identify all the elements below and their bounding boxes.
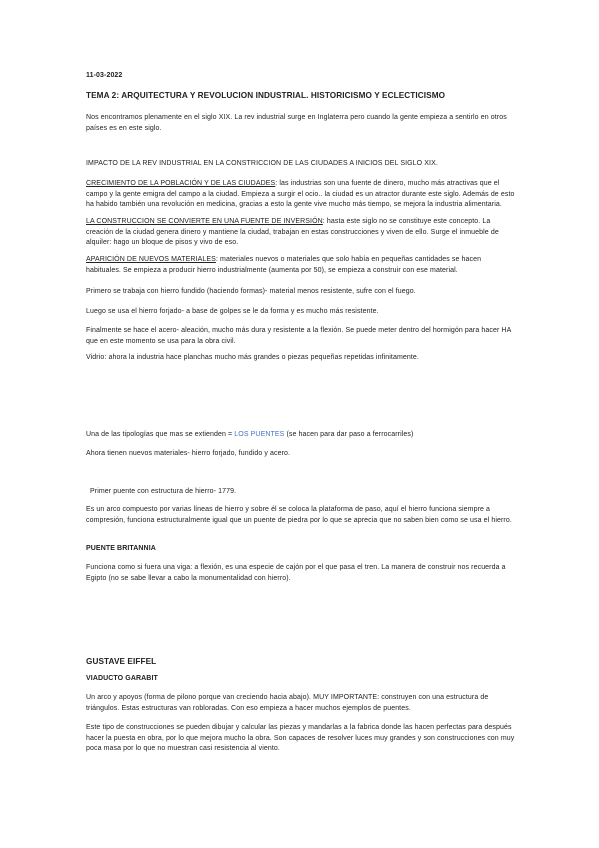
- finalmente-paragraph: Finalmente se hace el acero- aleación, mucho más dura y resistente a la flexión. Se puede meter dentro del hormigón para hacer HA que en este momento se usa para la obra civil.: [86, 327, 511, 345]
- materiales-label: APARICIÓN DE NUEVOS MATERIALES: [86, 256, 216, 263]
- date: 11-03-2022: [86, 72, 123, 79]
- puentes-paragraph: [86, 430, 516, 441]
- vidrio-paragraph: Vidrio: ahora la industria hace planchas mucho más grandes o piezas pequeñas repetidas infinitamente.: [86, 354, 419, 361]
- ahora-paragraph: Ahora tienen nuevos materiales- hierro forjado, fundido y acero.: [86, 450, 291, 457]
- crecimiento-paragraph: [86, 179, 516, 211]
- crecimiento-text: : las industrias son una fuente de dinero, mucho más atractivas que el campo y la gente emigra del campo a la ciudad. Empieza a surgir el ocio.. la ciudad es un atractor durante este siglo. Además de esto ha habido también una revolución en medicina, gracias a esto la gente vive mucho más tiempo, se mejora la industria alimentaria.: [86, 180, 515, 208]
- materiales-text: : materiales nuevos o materiales que solo había en pequeñas cantidades se hacen habituales. Se empieza a producir hierro industrialmente (aumenta por 50), se empieza a construir con ese material.: [86, 256, 482, 274]
- materiales-paragraph: [86, 255, 516, 276]
- garabit-heading: VIADUCTO GARABIT: [86, 675, 158, 682]
- construccion-label: LA CONSTRUCCION SE CONVIERTE EN UNA FUENTE DE INVERSIÓN: [86, 218, 323, 225]
- eiffel-heading: GUSTAVE EIFFEL: [86, 657, 157, 666]
- puentes-after: (se hacen para dar paso a ferrocarriles): [284, 431, 414, 438]
- crecimiento-label: CRECIMIENTO DE LA POBLACIÓN Y DE LAS CIUDADES: [86, 180, 276, 187]
- britannia-paragraph: Funciona como si fuera una viga: a flexión, es una especie de cajón por el que pasa el tren. La manera de construir nos recuerda a Egipto (no se sabe llevar a cabo la monumentalidad con hierro).: [86, 564, 506, 582]
- primer-puente-paragraph: Primer puente con estructura de hierro- 1779.: [90, 488, 237, 495]
- puentes-before: Una de las tipologías que mas se extienden =: [86, 431, 235, 438]
- tipo-paragraph: Este tipo de construcciones se pueden dibujar y calcular las piezas y mandarlas a la fabrica donde las hacen perfectas para después hacer la puesta en obra, por lo que mejora mucho la obra. Son capaces de resolver luces muy grandes y son construcciones con muy poca masa por lo que no muestran casi resistencia al viento.: [86, 724, 515, 752]
- primero-paragraph: Primero se trabaja con hierro fundido (haciendo formas)- material menos resistente, sufre con el fuego.: [86, 288, 416, 295]
- luego-paragraph: Luego se usa el hierro forjado- a base de golpes se le da forma y es mucho más resistente.: [86, 308, 379, 315]
- puentes-link[interactable]: LOS PUENTES: [234, 431, 285, 438]
- garabit-paragraph: Un arco y apoyos (forma de pilono porque van creciendo hacia abajo). MUY IMPORTANTE: construyen con una estructura de triángulos. Estas estructuras van robloradas. Con eso empieza a hacer muchos ejemplos de puentes.: [86, 694, 489, 712]
- britannia-heading: PUENTE BRITANNIA: [86, 545, 156, 552]
- impact-heading: IMPACTO DE LA REV INDUSTRIAL EN LA CONSTRICCION DE LAS CIUDADES A INICIOS DEL SIGLO XIX.: [86, 160, 438, 167]
- construccion-paragraph: [86, 217, 516, 249]
- intro-paragraph: Nos encontramos plenamente en el siglo XIX. La rev industrial surge en Inglaterra pero cuando la gente empieza a sentirlo en otros países es en este siglo.: [86, 114, 507, 132]
- page-title: TEMA 2: ARQUITECTURA Y REVOLUCION INDUSTRIAL. HISTORICISMO Y ECLECTICISMO: [86, 91, 446, 100]
- arco-paragraph: Es un arco compuesto por varias líneas de hierro y sobre él se coloca la plataforma de paso, aquí el hierro funciona siempre a compresión, funciona estructuralmente igual que un puente de piedra por lo que se aprecia que no saben bien como se usa el hierro.: [86, 506, 512, 524]
- construccion-text: : hasta este siglo no se constituye este concepto. La creación de la ciudad genera dinero y mantiene la ciudad, trabajan en estas construcciones y viven de ello. Surge el inmueble de alquiler: hago un bloque de pisos y vivo de eso.: [86, 218, 499, 246]
